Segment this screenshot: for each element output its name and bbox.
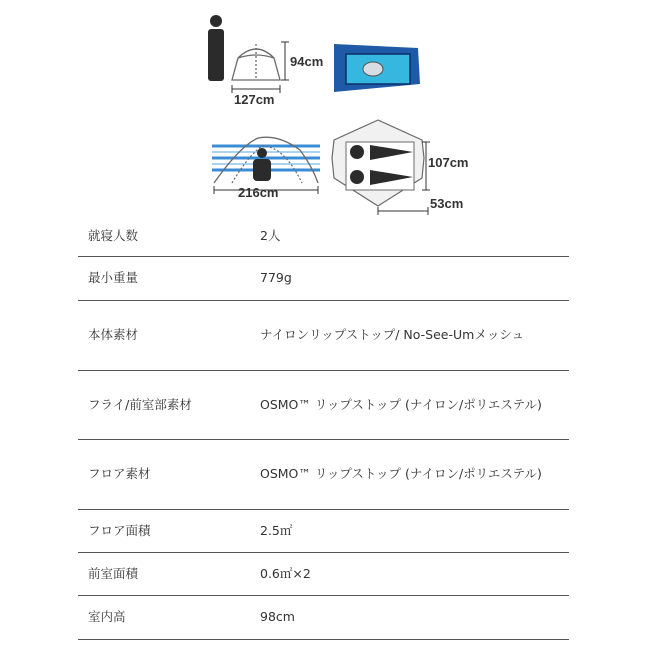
person-silhouette [208,15,224,81]
spec-row-floor-material [78,439,569,509]
spec-row-floor-area [78,509,569,552]
spec-value: OSMO™ リップストップ (ナイロン/ポリエステル) [250,439,569,509]
spec-row-fly-material [78,370,569,439]
front-width-label: 127cm [234,92,275,107]
floor-length-label: 107cm [428,155,469,170]
spec-row-vestibule-area [78,552,569,595]
spec-label: フロア面積 [78,509,250,552]
tent-diagram-graphics [0,0,650,215]
spec-value: ナイロンリップストップ/ No-See-Umメッシュ [250,300,569,370]
spec-label: 前室面積 [78,552,250,595]
front-view-tent [232,44,280,80]
spec-value: OSMO™ リップストップ (ナイロン/ポリエステル) [250,370,569,439]
spec-value: 98cm [250,595,569,639]
spec-value: 2人 [250,216,569,256]
side-length-label: 216cm [238,185,279,200]
spec-label: フロア素材 [78,439,250,509]
front-height-label: 94cm [290,54,324,69]
spec-row-weight [78,256,569,300]
top-view-fly [334,44,420,92]
spec-row-interior-height [78,595,569,639]
spec-label: 本体素材 [78,300,250,370]
spec-value: 2.5㎡ [250,509,569,552]
spec-label: 最小重量 [78,256,250,300]
floor-plan [332,120,424,206]
spec-value: 779g [250,256,569,300]
spec-label: 室内高 [78,595,250,639]
side-view-tent [212,137,320,183]
spec-label: フライ/前室部素材 [78,370,250,439]
spec-table [78,216,569,640]
spec-row-body-material [78,300,569,370]
spec-row-capacity [78,216,569,256]
spec-label: 就寝人数 [78,216,250,256]
tent-diagrams [0,0,650,215]
spec-value: 0.6㎡×2 [250,552,569,595]
vestibule-depth-label: 53cm [430,196,464,211]
